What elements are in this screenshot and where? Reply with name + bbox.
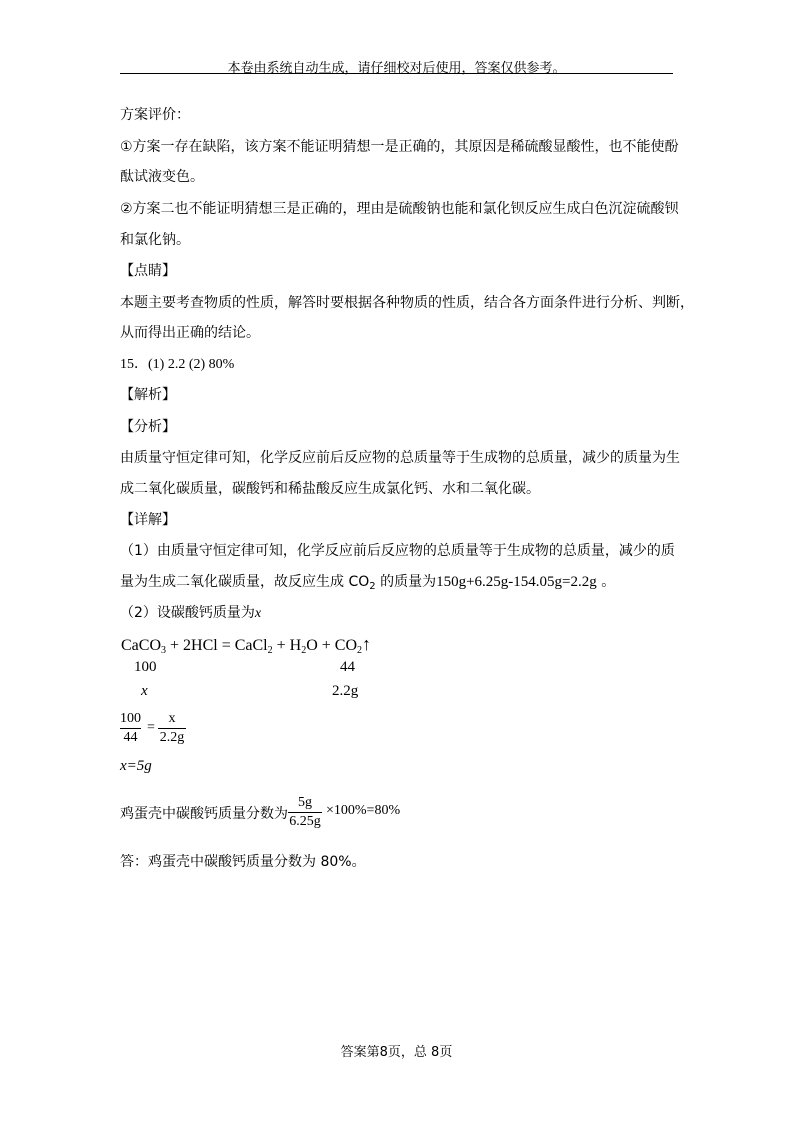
chemical-equation: CaCO$_3$ + 2HCl = CaCl$_2$ + $H_2O$ + $CO_2↑$ bbox=[121, 634, 371, 656]
page-footer: 答案第8页，总 8页 bbox=[340, 1045, 453, 1060]
text-line: 量为生成二氧化碳质量，故反应生成 $CO_2$ 的质量为150g+6.25g-154.05g=2.2g 。 bbox=[120, 574, 616, 592]
text-line: 和氯化钠。 bbox=[120, 232, 190, 248]
text-line: （2）设碳酸钙质量为x bbox=[120, 605, 262, 621]
text-line: （1）由质量守恒定律可知，化学反应前后反应物的总质量等于生成物的总质量，减少的质 bbox=[120, 543, 675, 559]
proportion-left: 100 44 bbox=[120, 711, 141, 745]
fraction-suffix: ×100%=80% bbox=[326, 803, 401, 818]
result-x: x=5g bbox=[120, 758, 152, 774]
mass-co2: 2.2g bbox=[332, 683, 359, 699]
text-line: 从而得出正确的结论。 bbox=[120, 325, 260, 341]
proportion-equals: = bbox=[147, 720, 155, 735]
proportion-right: x 2.2g bbox=[159, 711, 185, 745]
section-heading: 【详解】 bbox=[120, 512, 176, 528]
section-heading: 【解析】 bbox=[120, 387, 176, 403]
header-notice: 本卷由系统自动生成，请仔细校对后使用，答案仅供参考。 bbox=[227, 61, 566, 76]
molar-mass-caco3: 100 bbox=[134, 659, 157, 675]
header-divider bbox=[120, 73, 673, 74]
text-line: 由质量守恒定律可知，化学反应前后反应物的总质量等于生成物的总质量，减少的质量为生 bbox=[120, 450, 680, 466]
unknown-caco3: x bbox=[141, 683, 148, 699]
text-line: ②方案二也不能证明猜想三是正确的，理由是硫酸钠也能和氯化钡反应生成白色沉淀硫酸钡 bbox=[120, 201, 679, 217]
mass-fraction: 5g 6.25g bbox=[289, 795, 321, 829]
final-answer: 答：鸡蛋壳中碳酸钙质量分数为 80%。 bbox=[120, 854, 366, 870]
fraction-prefix: 鸡蛋壳中碳酸钙质量分数为 bbox=[120, 806, 288, 822]
text-line: 成二氧化碳质量，碳酸钙和稀盐酸反应生成氯化钙、水和二氧化碳。 bbox=[120, 481, 540, 497]
text-line: 酞试液变色。 bbox=[120, 169, 204, 185]
question-answer: 15．(1) 2.2 (2) 80% bbox=[120, 357, 235, 372]
section-heading: 【点睛】 bbox=[120, 263, 176, 279]
text-line: 方案评价： bbox=[120, 107, 190, 123]
text-line: ①方案一存在缺陷，该方案不能证明猜想一是正确的，其原因是稀硫酸显酸性，也不能使酚 bbox=[120, 139, 679, 155]
molar-mass-co2: 44 bbox=[340, 659, 355, 675]
text-line: 本题主要考查物质的性质，解答时要根据各种物质的性质，结合各方面条件进行分析、判断， bbox=[120, 295, 694, 311]
section-heading: 【分析】 bbox=[120, 419, 176, 435]
